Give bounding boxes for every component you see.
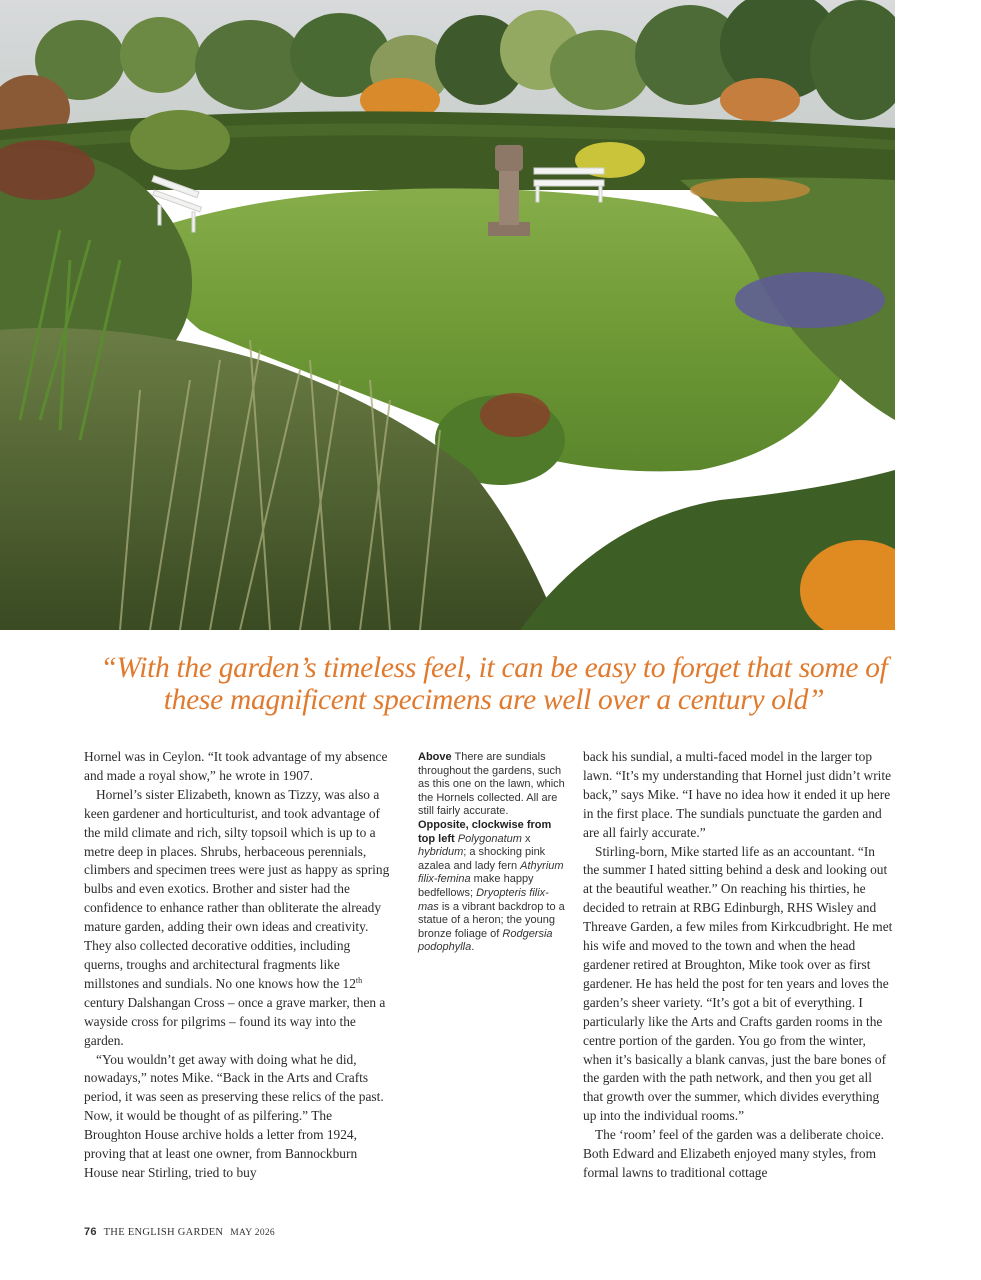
paragraph: “You wouldn’t get away with doing what he did, nowadays,” notes Mike. “Back in the Arts and Crafts period, it was seen as preserving these relics of the past. Now, it would be thought of as pilfering.” The Broughton House archive holds a letter from 1924, proving that at least one owner, from Bannockburn House near Stirling, tried to buy [84,1051,384,1180]
caption-label-opposite: Opposite, clockwise from top left [418,818,552,845]
caption-text: . [471,941,475,954]
page-footer [84,1226,275,1238]
magazine-name: THE ENGLISH GARDEN [103,1227,224,1238]
caption-label-above: Above [418,751,452,763]
caption-text: make happy bedfellows; [418,873,534,899]
pull-quote [80,652,908,716]
caption-text: is a vibrant backdrop to a statue of a heron; the young bronze foliage of [418,900,565,940]
paragraph-text: Hornel’s sister Elizabeth, known as Tizzy, was also a keen gardener and horticulturist, and took advantage of the mild climate and rich, silty topsoil which is up to a metre deep in places. Shrubs, herbaceous perennials, climbers and specimen trees were just as happy as spring bulbs and even exotics. Brother and sister had the confidence to enhance rather than obliterate the already mature garden, adding their own ideas and creativity. They also collected decorative oddities, including querns, troughs and architectural fragments like millstones and sundials. No one knows how the 12 [84,786,390,991]
pull-quote-line-2: these magnificent specimens are well over a century old” [163,684,825,716]
caption-text: ; a shocking pink azalea and lady fern [418,846,546,872]
garden-illustration [0,0,895,630]
caption-plant-name: Dryopteris filix-mas [418,886,549,913]
caption-plant-name: hybridum [418,846,464,859]
pull-quote-line-1: “With the garden’s timeless feel, it can be easy to forget that some of [100,652,888,684]
paragraph: The ‘room’ feel of the garden was a deliberate choice. Both Edward and Elizabeth enjoyed many styles, from formal lawns to traditional cottage [583,1127,884,1180]
caption-plant-name: Rodgersia podophylla [418,927,553,954]
caption-plant-name: Polygonatum [457,832,522,845]
paragraph: Hornel was in Ceylon. “It took advantage of my absence and made a royal show,” he wrote in 1907. [84,749,388,783]
purple-flowers [735,272,885,328]
superscript: th [355,975,363,985]
paragraph: back his sundial, a multi-faced model in the larger top lawn. “It’s my understanding that Hornel just didn’t write back,” says Mike. “I have no idea how it ended it up here in the first place. The sundials punctuate the garden and are all fairly accurate.” [583,749,892,840]
caption-text: x [521,832,531,845]
issue-date: MAY 2026 [230,1228,275,1238]
garden-photo [0,0,895,630]
caption-plant-name: Athyrium filix-femina [418,859,564,886]
paragraph: Stirling-born, Mike started life as an accountant. “In the summer I hated sitting behind a desk and looking out at the beautiful weather.” On reaching his thirties, he decided to retrain at RBG Edinburgh, RHS Wisley and Threave Garden, a few miles from Kirkcudbright. He met his wife and moved to the town and when the head gardener retired at Broughton, Mike took over as first gardener. He has held the post for ten years and loves the garden’s sheer variety. “It’s got a bit of everything. I particularly like the Arts and Crafts garden rooms in the centre portion of the garden. You go from the winter, when it’s basically a blank canvas, just the bare bones of the garden with the path network, and then you get all that growth over the summer, which divides everything up into the individual rooms.” [583,843,893,1124]
page-number: 76 [84,1226,97,1238]
body-column-left [84,748,392,1183]
paragraph [84,786,392,1051]
body-column-right [583,748,893,1183]
caption-text: There are sundials throughout the gardens, such as this one on the lawn, which the Hornels collected. All are still fairly accurate. [418,751,565,818]
paragraph-text: century Dalshangan Cross – once a grave marker, then a wayside cross for pilgrims – found its way into the garden. [84,994,386,1048]
photo-caption [418,751,566,955]
